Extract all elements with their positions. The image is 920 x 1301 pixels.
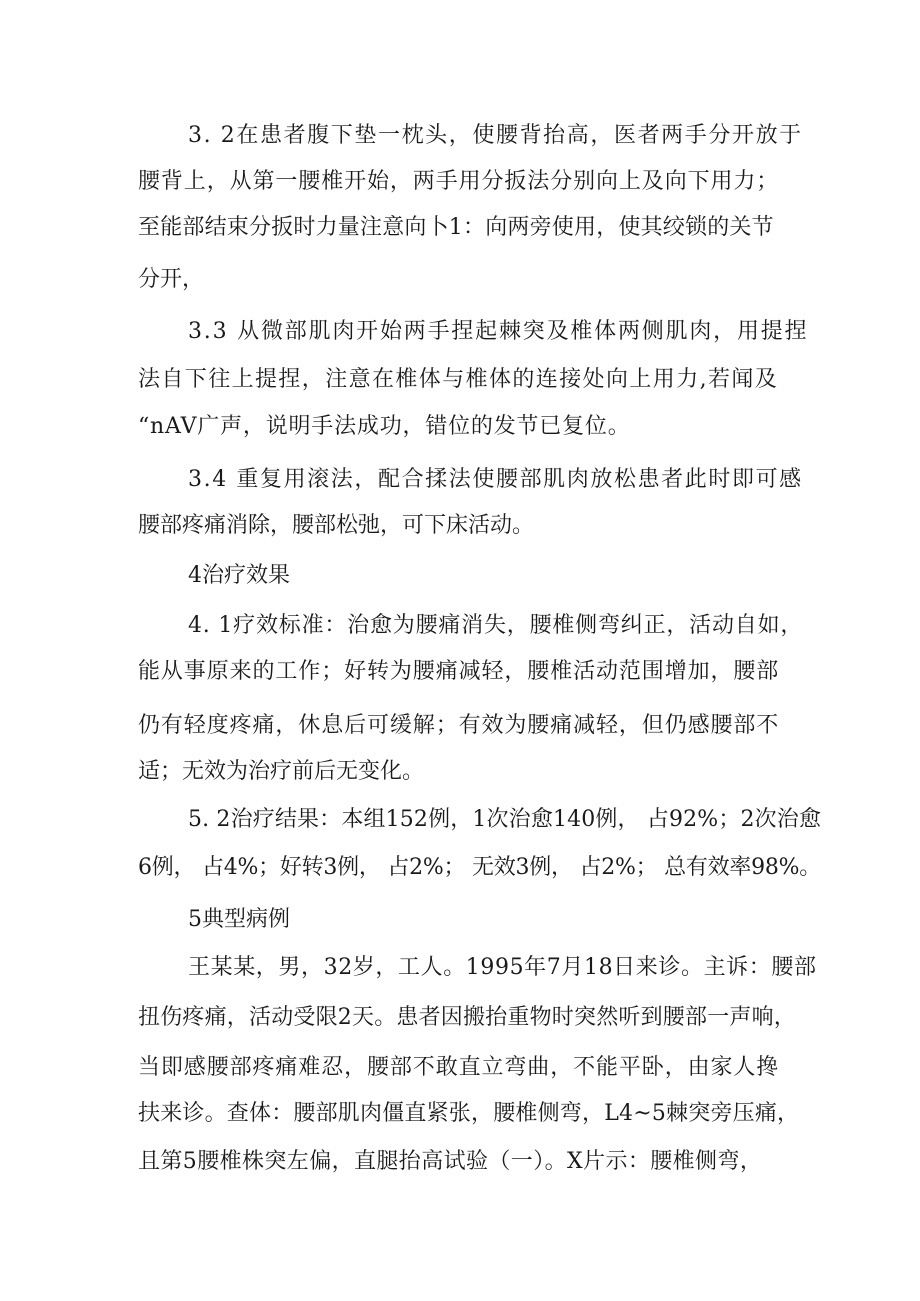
text-line-18: 王某某，男，32岁，工人。1995年7月18日来诊。主诉：腰部 [188, 955, 817, 980]
text-line-21: 扶来诊。查体：腰部肌肉僵直紧张，腰椎侧弯，L4~5棘突旁压痛， [138, 1101, 800, 1126]
text-line-12: 能从事原来的工作；好转为腰痛减轻，腰椎活动范围增加，腰部 [138, 659, 780, 684]
text-line-5: 3.3 从微部肌肉开始两手捏起棘突及椎体两侧肌肉，用提捏 [188, 319, 809, 344]
text-line-1: 3. 2在患者腹下垫一枕头，使腰背抬高，医者两手分开放于 [188, 123, 803, 148]
text-line-4: 分开， [138, 267, 205, 292]
text-line-3: 至能部结束分扳时力量注意向卜1：向两旁使用，使其绞锁的关节 [138, 215, 774, 240]
text-line-9: 腰部疼痛消除，腰部松弛，可下床活动。 [138, 513, 535, 538]
text-line-14: 适；无效为治疗前后无变化。 [138, 759, 425, 784]
text-line-13: 仍有轻度疼痛，休息后可缓解；有效为腰痛减轻，但仍感腰部不 [138, 713, 780, 738]
text-line-11: 4. 1疗效标准：治愈为腰痛消失，腰椎侧弯纠正，活动自如， [188, 613, 804, 638]
text-line-8: 3.4 重复用滚法，配合揉法使腰部肌肉放松患者此时即可感 [188, 467, 803, 492]
text-line-19: 扭伤疼痛，活动受限2天。患者因搬抬重物时突然听到腰部一声响， [138, 1005, 796, 1030]
text-line-7: “nAV广声，说明手法成功，错位的发节已复位。 [138, 414, 631, 439]
text-line-2: 腰背上，从第一腰椎开始，两手用分扳法分别向上及向下用力； [138, 169, 780, 194]
text-line-15: 5. 2治疗结果：本组152例，1次治愈140例， 占92%；2次治愈 [188, 807, 822, 832]
text-line-16: 6例， 占4%；好转3例， 占2%； 无效3例， 占2%； 总有效率98%。 [138, 855, 822, 880]
text-line-22: 且第5腰椎株突左偏，直腿抬高试验（一）。X片示：腰椎侧弯， [138, 1149, 763, 1174]
section-heading-5: 5典型病例 [188, 907, 290, 932]
text-line-6: 法自下往上提捏，注意在椎体与椎体的连接处向上用力,若闻及 [138, 367, 779, 392]
section-heading-4: 4治疗效果 [188, 563, 290, 588]
text-line-20: 当即感腰部疼痛难忍，腰部不敢直立弯曲，不能平卧，由家人搀 [138, 1055, 780, 1080]
